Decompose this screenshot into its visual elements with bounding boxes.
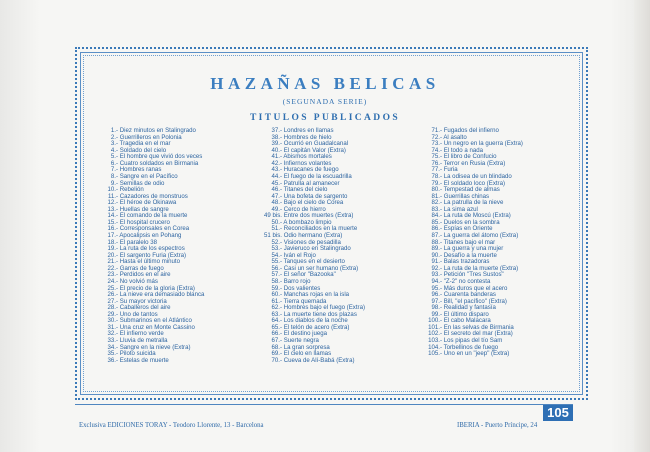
issue-title: La odisea de un blindado [443,172,512,180]
issue-title: Uno en un "jeep" (Extra) [443,350,510,358]
issue-number: 23.- [107,271,118,279]
issue-number: 51.- [271,225,282,233]
issue-number: 90.- [431,251,442,259]
issue-number: 43.- [271,166,282,174]
issue-title: Cueva de Alí-Babá (Extra) [283,356,355,364]
issue-title: Javieruco en Stalingrado [283,245,351,253]
issue-title: Abismos mortales [283,153,332,161]
issue-title: A bombazo limpio [283,218,332,226]
issue-number: 98.- [431,304,442,312]
issue-title: Rebelión [119,186,144,194]
issue-number: 86.- [431,225,442,233]
issue-number: 59.- [271,284,282,292]
titles-column-3 [422,128,523,358]
issue-number: 48.- [271,199,282,207]
issue-title: La ruta de Moscú (Extra) [443,212,511,220]
page-number-badge: 105 [543,405,573,421]
issue-number: 87.- [431,232,442,239]
issue-number: 37.- [271,127,282,134]
issue-number: 95.- [431,284,442,292]
issue-title: Semillas de odio [119,179,165,187]
issue-title: Iván el Rojo [283,251,316,259]
issue-title: Apocalipsis en Pohang [119,232,182,239]
issue-number: 71.- [431,127,442,134]
issue-title: Furia [443,166,458,174]
issue-title: "Z-2" no contesta [443,277,491,285]
issue-title: Suerte negra [283,337,319,344]
issue-title: El precio de la gloria (Extra) [119,284,195,292]
issue-title: El libro de Confucio [443,153,497,161]
issue-number: 41.- [271,153,282,161]
issue-number: 20.- [107,251,118,259]
issue-title: Duelos en la sombra [443,218,500,226]
issue-number: 65.- [271,323,282,331]
issue-number: 94.- [431,277,442,285]
issue-number: 99.- [431,310,442,318]
issue-number: 34.- [107,343,118,351]
issue-title: Los diablos de la noche [283,317,348,325]
issue-title: Terror en Rusia (Extra) [443,159,506,167]
title-list-item [262,358,365,365]
issue-title: La muerte tiene dos plazas [283,310,357,318]
issue-title: Hombres de hielo [283,133,332,141]
issue-title: La ruta de los espectros [119,245,185,253]
issue-number: 74.- [431,146,442,154]
issue-number: 52.- [271,238,282,246]
page-edge [634,0,650,452]
issue-title: Hasta el último minuto [119,258,180,266]
issue-number: 103.- [428,337,442,344]
issue-number: 13.- [107,205,118,213]
issue-title: Diez minutos en Stalingrado [119,127,196,134]
issue-number: 73.- [431,140,442,148]
issue-title: Piloto suicida [119,350,156,358]
issue-title: La nieve era demasiado blanca [119,291,205,299]
issue-number: 93.- [431,271,442,279]
issue-title: Hombres ranas [119,166,162,174]
issue-number: 84.- [431,212,442,220]
issue-title: Lluvia de metralla [119,337,168,344]
issue-number: 81.- [431,192,442,200]
issue-number: 64.- [271,317,282,325]
issue-title: Su mayor victoria [119,297,167,305]
issue-number: 19.- [107,245,118,253]
issue-number: 105.- [428,350,442,358]
issue-title: Cuatro soldados en Birmania [119,159,199,167]
issue-number: 88.- [431,238,442,246]
issue-number: 91.- [431,258,442,266]
issue-number: 30.- [107,317,118,325]
issue-number: 9.- [110,179,118,187]
issue-title: Infiernos volantes [283,159,332,167]
issue-number: 92.- [431,264,442,272]
issue-number: 42.- [271,159,282,167]
issue-number: 33.- [107,337,118,344]
issue-number: 57.- [271,271,282,279]
issue-title: Titanes bajo el mar [443,238,496,246]
issue-number: 100.- [428,317,442,325]
issue-title: Bajo el cielo de Corea [283,199,344,207]
issue-title: No volvió más [119,277,158,285]
issue-title: Más duros que el acero [443,284,508,292]
issue-title: El hospital crucero [119,218,170,226]
issue-title: Corresponsales en Corea [119,225,190,233]
issue-number: 7.- [110,166,118,174]
issue-title: El telón de acero (Extra) [283,323,350,331]
issue-title: Al asalto [443,133,467,141]
issue-title: Una cruz en Monte Cassino [119,323,195,331]
title-list-item [422,351,523,358]
issue-title: Fugados del infierno [443,127,499,134]
issue-title: El soldado loco (Extra) [443,179,506,187]
issue-number: 82.- [431,199,442,207]
issue-title: En las selvas de Birmania [443,323,514,331]
issue-title: Estelas de muerte [119,356,169,364]
issue-number: 36.- [107,356,118,364]
issue-title: Sangre en la nieve (Extra) [119,343,191,351]
issue-title: La patrulla de la nieve [443,199,504,207]
issue-number: 12.- [107,199,118,207]
issue-title: Submarinos en el Atlántico [119,317,192,325]
issue-number: 39.- [271,140,282,148]
issue-title: El capitán Valor (Extra) [283,146,346,154]
issue-title: La guerra y una mujer [443,245,504,253]
issue-number: 78.- [431,172,442,180]
issue-title: Patrulla al amanecer [283,179,340,187]
series-subtitle: (SEGUNADA SERIE) [282,97,368,106]
issue-number: 3.- [110,140,118,148]
issue-title: Londres en llamas [283,127,334,134]
issue-title: La guerra del átomo (Extra) [443,232,519,239]
issue-number: 2.- [110,133,118,141]
issue-title: Perdidos en el aire [119,271,171,279]
issue-title: Tragedia en el mar [119,140,171,148]
issue-title: Realidad y fantasía [443,304,496,312]
issue-number: 61.- [271,297,282,305]
issue-title: Balas trazadoras [443,258,490,266]
issue-number: 21.- [107,258,118,266]
issue-title: El hombre que vivió dos veces [119,153,203,161]
issue-title: El sargento Furia (Extra) [119,251,187,259]
issue-number: 55.- [271,258,282,266]
issue-title: Ocurrió en Guadalcanal [283,140,349,148]
issue-number: 18.- [107,238,118,246]
issue-number: 35.- [107,350,118,358]
issue-title: Bill, "el pacífico" (Extra) [443,297,507,305]
issue-number: 29.- [107,310,118,318]
issue-title: El fuego de la escuadrilla [283,172,352,180]
issue-number: 51 bis. [264,232,282,239]
issue-title: Guerrillas chinas [443,192,490,200]
issue-title: Cazadores de monstruos [119,192,188,200]
issue-title: Soldado del cielo [119,146,167,154]
issue-number: 76.- [431,159,442,167]
issue-title: Casi un ser humano (Extra) [283,264,359,272]
issue-number: 46.- [271,186,282,194]
issue-number: 80.- [431,186,442,194]
section-heading: TITULOS PUBLICADOS [249,113,401,123]
issue-number: 45.- [271,179,282,187]
issue-number: 66.- [271,330,282,338]
titles-column-1 [99,128,204,364]
issue-number: 79.- [431,179,442,187]
issue-number: 67.- [271,337,282,344]
titles-column-2 [262,128,365,364]
issue-title: Caballeros del aire [119,304,171,312]
issue-title: El destino juega [283,330,328,338]
issue-title: El señor "Bazooka" [283,271,336,279]
issue-title: Los pipas del tío Sam [443,337,503,344]
issue-title: El infierno verde [119,330,164,338]
issue-title: Hombres bajo el fuego (Extra) [283,304,365,312]
issue-number: 62.- [271,304,282,312]
issue-number: 15.- [107,218,118,226]
issue-title: Tierra quemada [283,297,327,305]
issue-title: El último disparo [443,310,489,318]
issue-number: 8.- [110,172,118,180]
issue-title: Desafío a la muerte [443,251,497,259]
issue-title: El todo a nada [443,146,484,154]
issue-number: 54.- [271,251,282,259]
issue-title: Titanes del cielo [283,186,328,194]
issue-title: Garras de fuego [119,264,164,272]
issue-title: La ruta de la muerte (Extra) [443,264,519,272]
issue-title: El paralelo 38 [119,238,157,246]
issue-number: 28.- [107,304,118,312]
page-title: HAZAÑAS BELICAS [210,74,440,93]
issue-number: 104.- [428,343,442,351]
issue-number: 27.- [107,297,118,305]
issue-number: 97.- [431,297,442,305]
issue-title: Espías en Oriente [443,225,493,233]
issue-number: 47.- [271,192,282,200]
issue-number: 89.- [431,245,442,253]
issue-title: Sangre en el Pacífico [119,172,178,180]
issue-title: Tempestad de almas [443,186,500,194]
issue-number: 101.- [428,323,442,331]
issue-number: 26.- [107,291,118,299]
issue-title: Uno de tantos [119,310,158,318]
issue-title: Visiones de pesadilla [283,238,341,246]
issue-number: 60.- [271,291,282,299]
issue-title: El cielo en llamas [283,350,332,358]
issue-number: 31.- [107,323,118,331]
issue-title: Dos valientes [283,284,321,292]
issue-title: Entre dos muertes (Extra) [283,212,354,220]
issue-title: Un negro en la guerra (Extra) [443,140,523,148]
issue-number: 4.- [110,146,118,154]
distributor-credit: IBERIA - Puerto Príncipe, 24 [457,422,538,429]
issue-number: 96.- [431,291,442,299]
issue-number: 70.- [271,356,282,364]
issue-number: 16.- [107,225,118,233]
issue-number: 56.- [271,264,282,272]
issue-title: El héroe de Okinawa [119,199,177,207]
issue-number: 75.- [431,153,442,161]
issue-title: Tanques en el desierto [283,258,345,266]
issue-number: 102.- [428,330,442,338]
issue-number: 14.- [107,212,118,220]
issue-number: 11.- [107,192,118,200]
issue-title: Huellas de sangre [119,205,169,213]
issue-number: 53.- [271,245,282,253]
issue-number: 49 bis. [264,212,282,220]
issue-number: 24.- [107,277,118,285]
issue-number: 22.- [107,264,118,272]
issue-number: 72.- [431,133,442,141]
issue-title: Cerco de hierro [283,205,326,213]
issue-title: Una bofeta de sargento [283,192,348,200]
issue-number: 32.- [107,330,118,338]
issue-number: 38.- [271,133,282,141]
issue-title: Manchas rojas en la isla [283,291,350,299]
issue-number: 63.- [271,310,282,318]
issue-title: Barro rojo [283,277,311,285]
issue-number: 5.- [110,153,118,161]
issue-number: 77.- [431,166,442,174]
issue-number: 10.- [107,186,118,194]
issue-number: 44.- [271,172,282,180]
issue-number: 17.- [107,232,118,239]
issue-title: Torbellinos de fuego [443,343,499,351]
issue-number: 85.- [431,218,442,226]
issue-title: Odio hermano (Extra) [283,232,343,239]
issue-title: Reconciliados en la muerte [283,225,358,233]
publisher-credit: Exclusiva EDICIONES TORAY - Teodoro Llorente, 13 - Barcelona [79,422,264,429]
issue-title: El cabo Malacara [443,317,491,325]
issue-title: El secreto del mar (Extra) [443,330,513,338]
title-list-item [99,358,204,365]
issue-title: La gran sorpresa [283,343,330,351]
issue-title: Cuarenta banderas [443,291,496,299]
issue-number: 50.- [271,218,282,226]
issue-number: 25.- [107,284,118,292]
issue-number: 83.- [431,205,442,213]
issue-number: 58.- [271,277,282,285]
issue-title: Huracanes de fuego [283,166,339,174]
issue-title: La sima azul [443,205,478,213]
issue-number: 49.- [271,205,282,213]
issue-number: 6.- [110,159,118,167]
issue-number: 40.- [271,146,282,154]
issue-number: 68.- [271,343,282,351]
footer-rule [75,404,573,405]
issue-title: Petición "Tres Sustos" [443,271,504,279]
issue-title: El comando de la muerte [119,212,188,220]
issue-title: Guerrilleros en Polonia [119,133,182,141]
issue-number: 69.- [271,350,282,358]
issue-number: 1.- [110,127,118,134]
